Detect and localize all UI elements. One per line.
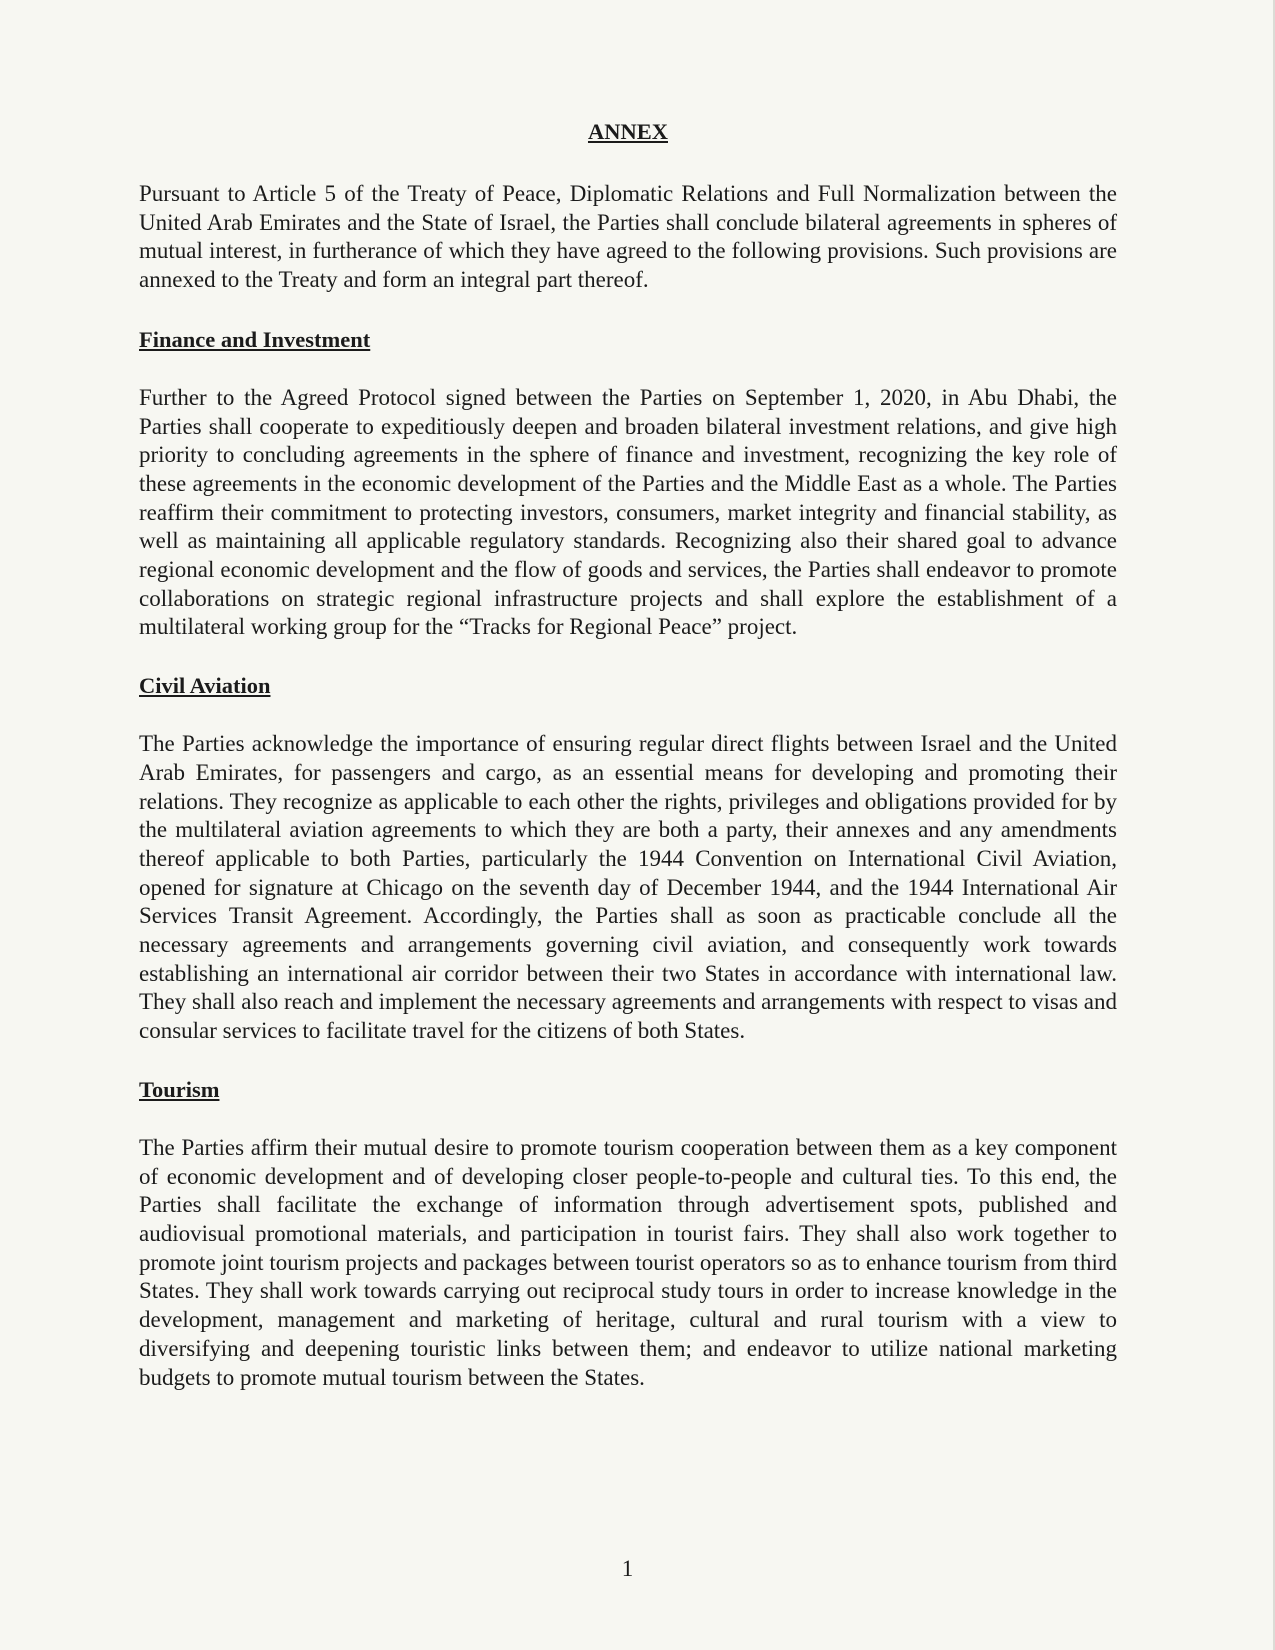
section-finance-and-investment: [139, 326, 1117, 642]
section-heading-civil-aviation: Civil Aviation: [139, 673, 271, 699]
intro-paragraph: Pursuant to Article 5 of the Treaty of Peace, Diplomatic Relations and Full Normalization between the United Arab Emirates and the State of Israel, the Parties shall conclude bilateral agreements in spheres of mutual interest, in furtherance of which they have agreed to the following provisions. Such provisions are annexed to the Treaty and form an integral part thereof.: [139, 181, 1117, 293]
page-number: 1: [621, 1556, 634, 1581]
document-title: ANNEX: [587, 119, 668, 144]
section-heading-finance: Finance and Investment: [139, 326, 371, 352]
section-heading-tourism: Tourism: [139, 1076, 220, 1102]
section-civil-aviation: [139, 672, 1117, 1046]
section-tourism: [139, 1076, 1117, 1392]
document-body: [139, 118, 1117, 1422]
section-body-tourism: The Parties affirm their mutual desire to promote tourism cooperation between them as a key component of economic development and of developing closer people-to-people and cultural ties. To this end, the Parties shall facilitate the exchange of information through advertisement spots, published and audiovisual promotional materials, and participation in tourist fairs. They shall also work together to promote joint tourism projects and packages between tourist operators so as to enhance tourism from third States. They shall work towards carrying out reciprocal study tours in order to increase knowledge in the development, management and marketing of heritage, cultural and rural tourism with a view to diversifying and deepening touristic links between them; and endeavor to utilize national marketing budgets to promote mutual tourism between the States.: [139, 1134, 1117, 1390]
section-body-civil-aviation: The Parties acknowledge the importance of ensuring regular direct flights between Israel and the United Arab Emirates, for passengers and cargo, as an essential means for developing and promoting their relations. They recognize as applicable to each other the rights, privileges and obligations provided for by the multilateral aviation agreements to which they are both a party, their annexes and any amendments thereof applicable to both Parties, particularly the 1944 Convention on International Civil Aviation, opened for signature at Chicago on the seventh day of December 1944, and the 1944 International Air Services Transit Agreement. Accordingly, the Parties shall as soon as practicable conclude all the necessary agreements and arrangements governing civil aviation, and consequently work towards establishing an international air corridor between their two States in accordance with international law. They shall also reach and implement the necessary agreements and arrangements with respect to visas and consular services to facilitate travel for the citizens of both States.: [139, 731, 1117, 1044]
section-body-finance: Further to the Agreed Protocol signed between the Parties on September 1, 2020, in Abu Dhabi, the Parties shall cooperate to expeditiously deepen and broaden bilateral investment relations, and give high priority to concluding agreements in the sphere of finance and investment, recognizing the key role of these agreements in the economic development of the Parties and the Middle East as a whole. The Parties reaffirm their commitment to protecting investors, consumers, market integrity and financial stability, as well as maintaining all applicable regulatory standards. Recognizing also their shared goal to advance regional economic development and the flow of goods and services, the Parties shall endeavor to promote collaborations on strategic regional infrastructure projects and shall explore the establishment of a multilateral working group for the “Tracks for Regional Peace” project.: [139, 384, 1117, 640]
